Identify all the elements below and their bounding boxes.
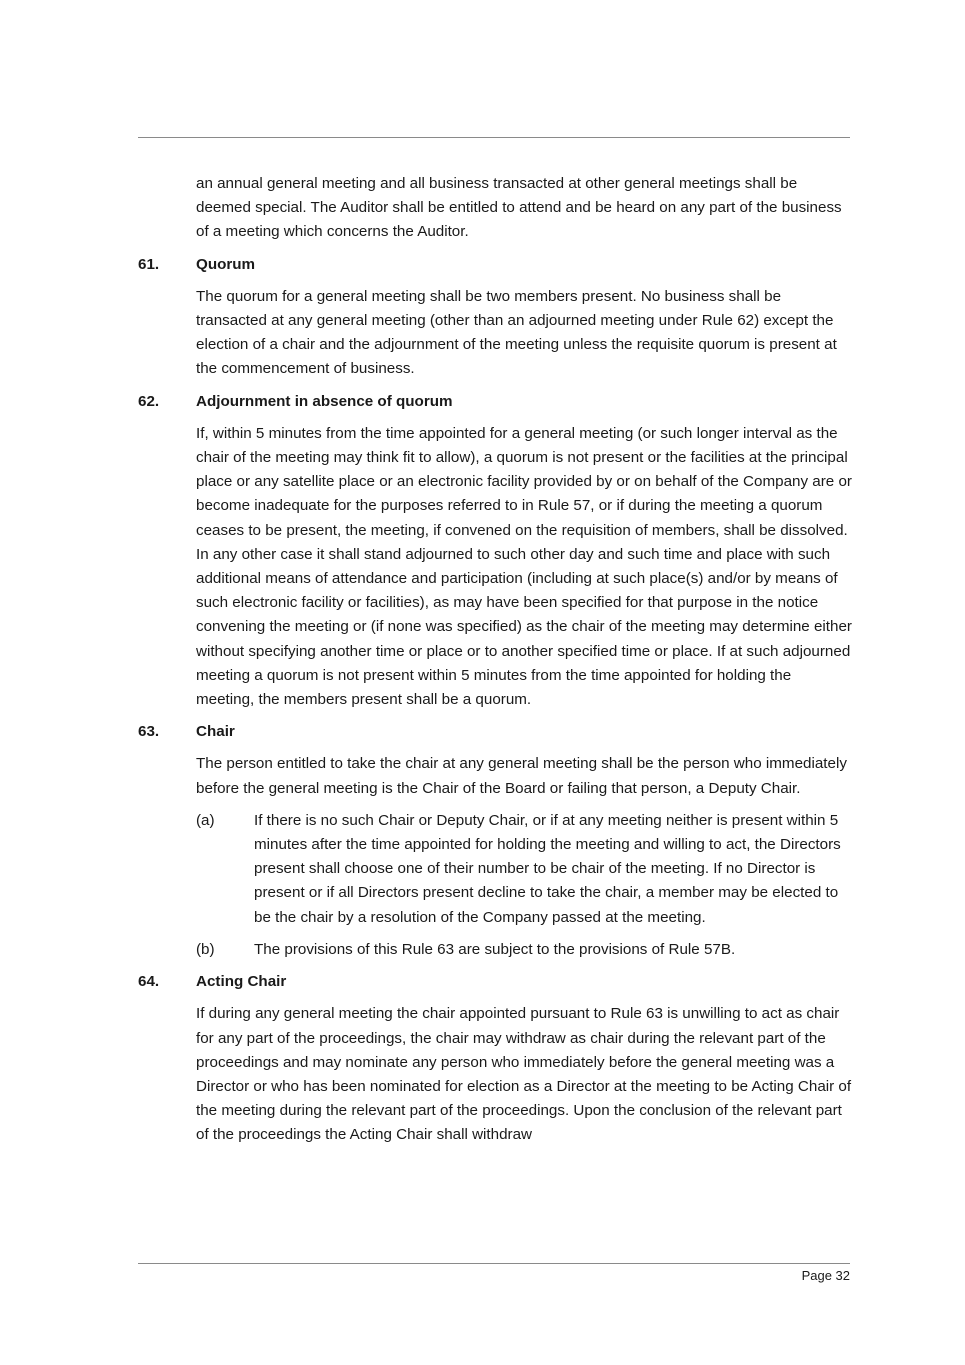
section-number: 62. bbox=[138, 392, 160, 410]
section-paragraph-63: The person entitled to take the chair at any general meeting shall be the person who immediately before the general meeting is the Chair of the Board or failing that person, a Deputy Chair. bbox=[196, 755, 847, 797]
section-title: Chair bbox=[196, 723, 235, 741]
section-number: 61. bbox=[138, 255, 160, 273]
subitem-b bbox=[196, 938, 852, 962]
subitem-text: If there is no such Chair or Deputy Chair, or if at any meeting neither is present within 5 minutes after the time appointed for holding the meeting and willing to act, the Directors present shall choose one of their number to be chair of the meeting. If no Director is present or if all Directors present decline to take the chair, a member may be elected to be the chair by a resolution of the Company passed at the meeting. bbox=[254, 811, 841, 926]
section-heading-61 bbox=[138, 253, 852, 277]
subitem-label: (a) bbox=[196, 811, 215, 829]
subitem-text: The provisions of this Rule 63 are subject to the provisions of Rule 57B. bbox=[254, 940, 736, 958]
header-divider bbox=[138, 137, 850, 138]
subitem-label: (b) bbox=[196, 940, 215, 958]
section-paragraph-64: If during any general meeting the chair appointed pursuant to Rule 63 is unwilling to act as chair for any part of the proceedings, the chair may withdraw as chair during the relevant part of the proceedings and may nominate any person who immediately before the general meeting was a Director or who has been nominated for election as a Director at the meeting to be Acting Chair of the meeting during the relevant part of the proceedings. Upon the conclusion of the relevant part of the proceedings the Acting Chair shall withdraw bbox=[196, 1005, 852, 1144]
section-heading-63 bbox=[138, 720, 852, 744]
footer-divider bbox=[138, 1263, 850, 1264]
document-body bbox=[138, 172, 852, 1156]
section-paragraph-61: The quorum for a general meeting shall be two members present. No business shall be transacted at any general meeting (other than an adjourned meeting under Rule 62) except the election of a chair and the adjournment of the meeting unless the requisite quorum is present at the commencement of business. bbox=[196, 287, 837, 378]
section-title: Quorum bbox=[196, 255, 256, 273]
section-heading-64 bbox=[138, 970, 852, 994]
section-paragraph-62: If, within 5 minutes from the time appointed for a general meeting (or such longer interval as the chair of the meeting may think fit to allow), a quorum is not present or the facilities at the principal place or any satellite place or an electronic facility provided by or on behalf of the Company are or become inadequate for the purposes referred to in Rule 57, or if during the meeting a quorum ceases to be present, the meeting, if convened on the requisition of members, shall be dissolved. In any other case it shall stand adjourned to such other day and such time and place with such additional means of attendance and participation (including at such place(s) and/or by means of such electronic facility or facilities), as may have been specified for that purpose in the notice convening the meeting or (if none was specified) as the chair of the meeting may determine either without specifying another time or place or to another specified time or place. If at such adjourned meeting a quorum is not present within 5 minutes from the time appointed for holding the meeting, the members present shall be a quorum. bbox=[196, 424, 852, 709]
section-number: 64. bbox=[138, 973, 160, 991]
intro-paragraph: an annual general meeting and all business transacted at other general meetings shall be deemed special. The Auditor shall be entitled to attend and be heard on any part of the business of a meeting which concerns the Auditor. bbox=[196, 175, 842, 241]
page-number: Page 32 bbox=[801, 1268, 850, 1283]
section-title: Adjournment in absence of quorum bbox=[196, 392, 453, 410]
section-title: Acting Chair bbox=[196, 973, 287, 991]
section-number: 63. bbox=[138, 723, 160, 741]
section-heading-62 bbox=[138, 390, 852, 414]
subitem-a bbox=[196, 809, 852, 930]
